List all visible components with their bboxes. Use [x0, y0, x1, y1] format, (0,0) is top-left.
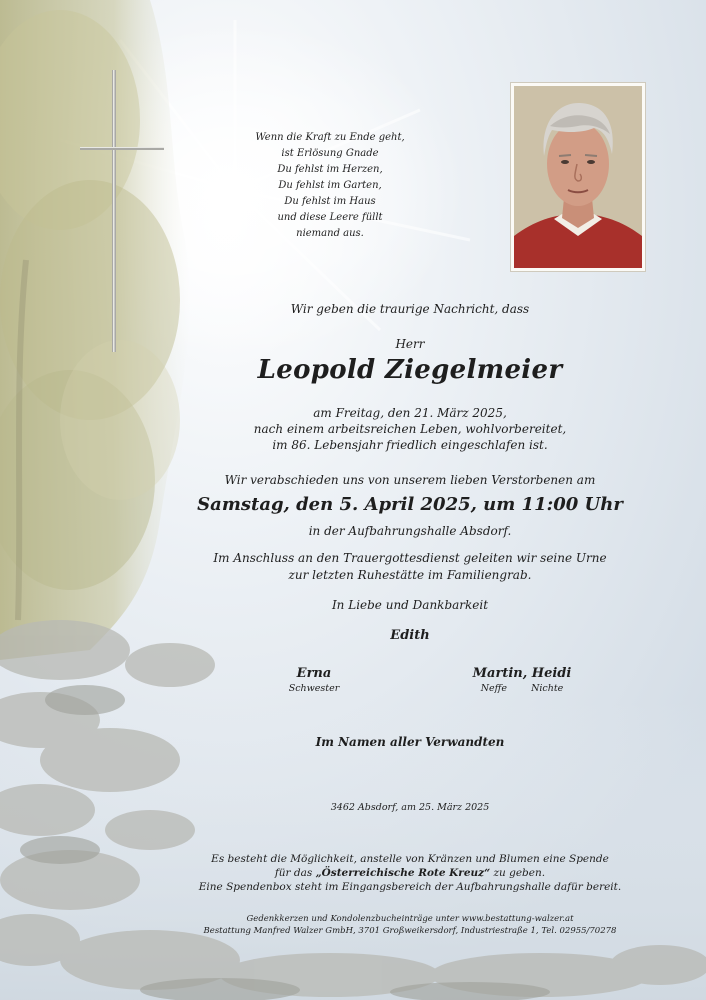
poem-line: ist Erlösung Gnade: [281, 148, 379, 159]
service-location: in der Aufbahrungshalle Absdorf.: [308, 524, 512, 538]
mourner-erna: [264, 666, 364, 694]
footer: [100, 913, 706, 937]
mourner-martin-heidi: [462, 666, 582, 694]
service-detail-line: Im Anschluss an den Trauergottesdienst geleiten wir seine Urne: [213, 551, 607, 565]
relatives-line: Im Namen aller Verwandten: [315, 735, 505, 749]
portrait-photo-frame: [510, 82, 646, 272]
footer-line: Gedenkkerzen und Kondolenzbucheinträge unter www.bestattung-walzer.at: [246, 914, 574, 924]
service-detail-line: zur letzten Ruhestätte im Familiengrab.: [288, 568, 532, 582]
donation-line: [100, 866, 706, 880]
deceased-name: Leopold Ziegelmeier: [257, 355, 563, 385]
death-line: am Freitag, den 21. März 2025,: [313, 406, 507, 420]
donation-text: zu geben.: [490, 867, 546, 879]
spouse-name: Edith: [390, 628, 430, 643]
death-line: nach einem arbeitsreichen Leben, wohlvorbereitet,: [253, 422, 567, 436]
poem-line: niemand aus.: [296, 228, 364, 239]
poem-line: Du fehlst im Herzen,: [277, 164, 383, 175]
mourner-roles: [462, 683, 582, 694]
service-datetime: Samstag, den 5. April 2025, um 11:00 Uhr: [197, 494, 623, 515]
portrait-photo: [514, 86, 642, 268]
mourner-role: Schwester: [288, 683, 340, 694]
announcement: Wir geben die traurige Nachricht, dass: [290, 302, 530, 316]
donation-line: Eine Spendenbox steht im Eingangsbereich der Aufbahrungshalle dafür bereit.: [198, 881, 622, 893]
poem-line: Du fehlst im Garten,: [278, 180, 382, 191]
footer-line: Bestattung Manfred Walzer GmbH, 3701 Großweikersdorf, Industriestraße 1, Tel. 02955/70278: [203, 926, 617, 936]
place-date: 3462 Absdorf, am 25. März 2025: [330, 802, 490, 813]
salutation: Herr: [395, 337, 425, 351]
death-notice: [100, 405, 706, 453]
mourner-role-niece: Nichte: [531, 683, 564, 694]
service-details: [100, 550, 706, 584]
donation-line: Es besteht die Möglichkeit, anstelle von Kränzen und Blumen eine Spende: [211, 853, 609, 865]
donation-organization: „Österreichische Rote Kreuz“: [315, 867, 491, 879]
mourner-name: Erna: [296, 666, 332, 681]
poem-line: Wenn die Kraft zu Ende geht,: [255, 132, 405, 143]
farewell-intro: Wir verabschieden uns von unserem lieben Verstorbenen am: [224, 473, 596, 487]
mourner-name: Martin, Heidi: [472, 666, 572, 681]
poem-line: und diese Leere füllt: [277, 212, 383, 223]
donation-text: für das: [274, 867, 316, 879]
poem: [230, 130, 430, 242]
poem-line: Du fehlst im Haus: [284, 196, 376, 207]
closing-phrase: In Liebe und Dankbarkeit: [331, 598, 489, 612]
death-line: im 86. Lebensjahr friedlich eingeschlafen ist.: [272, 438, 548, 452]
mourner-role-nephew: Neffe: [480, 683, 507, 694]
donation-note: [100, 852, 706, 894]
